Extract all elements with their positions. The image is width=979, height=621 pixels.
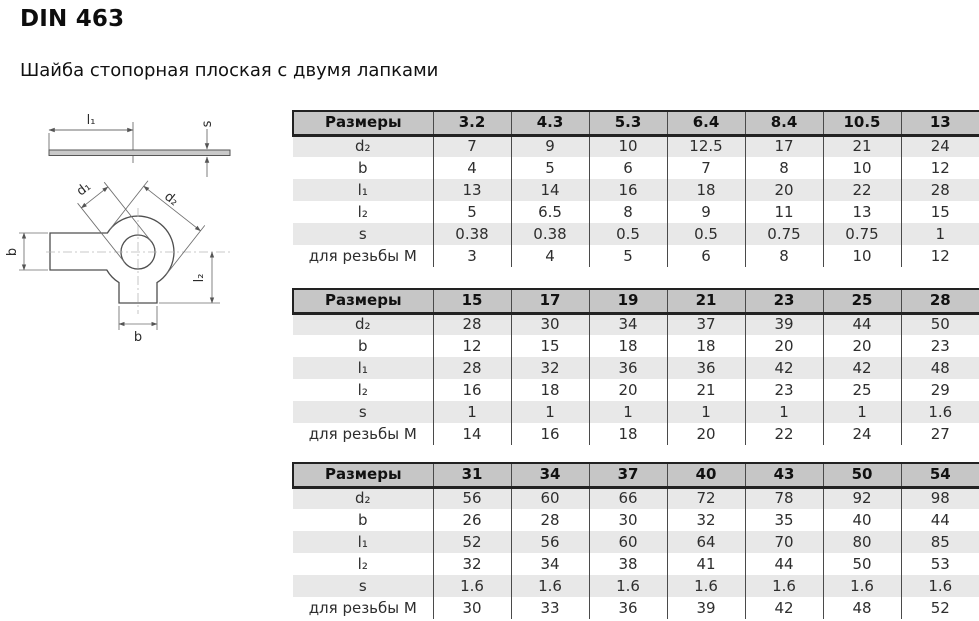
table-row [293,379,979,401]
table-row [293,575,979,597]
value-cell: 12.5 [667,135,745,157]
value-cell: 78 [745,487,823,509]
value-cell: 22 [823,179,901,201]
value-cell: 8 [745,157,823,179]
value-cell: 34 [589,313,667,335]
value-cell: 9 [511,135,589,157]
washer-outline [50,216,174,303]
size-header-cell: 54 [901,463,979,487]
value-cell: 32 [667,509,745,531]
row-label: b [293,509,433,531]
value-cell: 6 [667,245,745,267]
value-cell: 92 [823,487,901,509]
table-header-row [293,463,979,487]
value-cell: 14 [433,423,511,445]
value-cell: 28 [433,313,511,335]
value-cell: 44 [823,313,901,335]
value-cell: 26 [433,509,511,531]
value-cell: 12 [433,335,511,357]
row-label: l₂ [293,379,433,401]
table-row [293,245,979,267]
table-row [293,357,979,379]
value-cell: 27 [930,424,950,443]
row-label: для резьбы М [293,245,433,267]
value-cell: 1.6 [433,575,511,597]
value-cell: 29 [930,380,950,399]
table-row [293,553,979,575]
row-label: d₂ [293,135,433,157]
value-cell: 40 [823,509,901,531]
value-cell: 21 [823,135,901,157]
value-cell: 36 [589,357,667,379]
size-column-header: Размеры [293,289,433,313]
value-cell: 72 [667,487,745,509]
value-cell: 1.6 [745,575,823,597]
row-label: l₁ [293,531,433,553]
value-cell: 42 [745,357,823,379]
value-cell: 38 [589,553,667,575]
b-left-dimension [19,233,48,270]
value-cell: 41 [667,553,745,575]
value-cell: 1 [745,401,823,423]
value-cell: 24 [823,423,901,445]
value-cell: 1 [935,224,946,243]
value-cell: 60 [511,487,589,509]
value-cell: 50 [930,315,950,334]
value-cell: 10 [589,135,667,157]
value-cell: 30 [589,509,667,531]
table-header-row [293,289,979,313]
value-cell: 35 [745,509,823,531]
table-row [293,509,979,531]
value-cell: 1 [823,401,901,423]
value-cell: 39 [745,313,823,335]
row-label: s [293,401,433,423]
row-label: s [293,575,433,597]
table-row [293,423,979,445]
value-cell: 15 [511,335,589,357]
value-cell: 9 [667,201,745,223]
value-cell: 18 [589,335,667,357]
row-label: b [293,157,433,179]
size-header-cell: 40 [667,463,745,487]
size-column-header: Размеры [293,463,433,487]
value-cell: 23 [745,379,823,401]
size-header-cell: 6.4 [667,111,745,135]
top-view [19,181,230,330]
size-header-cell: 8.4 [745,111,823,135]
value-cell: 42 [823,357,901,379]
table-row [293,401,979,423]
value-cell: 16 [433,379,511,401]
value-cell: 56 [433,487,511,509]
value-cell: 28 [433,357,511,379]
table-row [293,531,979,553]
table-row [293,313,979,335]
row-label: s [293,223,433,245]
value-cell: 39 [667,597,745,619]
value-cell: 60 [589,531,667,553]
value-cell: 50 [823,553,901,575]
value-cell: 37 [667,313,745,335]
dimensions-table-2 [292,288,979,445]
value-cell: 5 [511,157,589,179]
table-row [293,223,979,245]
value-cell: 0.75 [745,223,823,245]
value-cell: 22 [745,423,823,445]
size-header-cell: 19 [589,289,667,313]
value-cell: 20 [667,423,745,445]
table-row [293,135,979,157]
value-cell: 12 [930,158,950,177]
size-header-cell: 13 [901,111,979,135]
table-header-row [293,111,979,135]
table-row [293,157,979,179]
row-label: l₂ [293,553,433,575]
size-header-cell: 4.3 [511,111,589,135]
value-cell: 20 [589,379,667,401]
value-cell: 1.6 [667,575,745,597]
row-label: d₂ [293,313,433,335]
value-cell: 1 [511,401,589,423]
dimensions-table-3 [292,462,979,619]
value-cell: 8 [589,201,667,223]
size-header-cell: 31 [433,463,511,487]
value-cell: 36 [667,357,745,379]
value-cell: 28 [930,180,950,199]
value-cell: 42 [745,597,823,619]
value-cell: 56 [511,531,589,553]
dim-label-b-bottom: b [133,330,143,345]
value-cell: 33 [511,597,589,619]
page-title: DIN 463 [20,6,125,32]
row-label: l₂ [293,201,433,223]
row-label: l₁ [293,179,433,201]
size-header-cell: 43 [745,463,823,487]
value-cell: 0.38 [511,223,589,245]
value-cell: 98 [930,489,950,508]
table-row [293,487,979,509]
value-cell: 52 [930,598,950,617]
b-bottom-dimension [119,306,157,330]
value-cell: 18 [667,179,745,201]
row-label: для резьбы М [293,597,433,619]
value-cell: 66 [589,487,667,509]
row-label: d₂ [293,487,433,509]
dim-label-l2: l₂ [192,273,207,283]
value-cell: 28 [511,509,589,531]
value-cell: 25 [823,379,901,401]
page-subtitle: Шайба стопорная плоская с двумя лапками [20,60,439,81]
size-header-cell: 17 [511,289,589,313]
row-label: l₁ [293,357,433,379]
table-row [293,179,979,201]
value-cell: 18 [667,335,745,357]
size-header-cell: 5.3 [589,111,667,135]
side-view [49,122,230,177]
size-header-cell: 37 [589,463,667,487]
value-cell: 1.6 [823,575,901,597]
value-cell: 80 [823,531,901,553]
value-cell: 5 [589,245,667,267]
value-cell: 1 [589,401,667,423]
value-cell: 16 [511,423,589,445]
value-cell: 64 [667,531,745,553]
value-cell: 7 [433,135,511,157]
table-row [293,201,979,223]
value-cell: 7 [667,157,745,179]
value-cell: 36 [589,597,667,619]
size-header-cell: 3.2 [433,111,511,135]
size-header-cell: 23 [745,289,823,313]
size-header-cell: 34 [511,463,589,487]
value-cell: 6.5 [511,201,589,223]
size-header-cell: 28 [901,289,979,313]
value-cell: 1 [667,401,745,423]
value-cell: 15 [930,202,950,221]
value-cell: 0.5 [667,223,745,245]
value-cell: 20 [745,179,823,201]
dim-label-s: s [200,120,215,128]
value-cell: 52 [433,531,511,553]
table-row [293,597,979,619]
row-label: b [293,335,433,357]
dim-label-l1: l₁ [86,113,96,128]
size-header-cell: 50 [823,463,901,487]
value-cell: 30 [433,597,511,619]
value-cell: 44 [930,510,950,529]
value-cell: 13 [433,179,511,201]
size-header-cell: 21 [667,289,745,313]
value-cell: 44 [745,553,823,575]
size-column-header: Размеры [293,111,433,135]
value-cell: 23 [930,336,950,355]
value-cell: 85 [930,532,950,551]
value-cell: 11 [745,201,823,223]
size-header-cell: 15 [433,289,511,313]
value-cell: 14 [511,179,589,201]
value-cell: 0.38 [433,223,511,245]
value-cell: 24 [930,137,950,156]
value-cell: 4 [433,157,511,179]
value-cell: 1.6 [511,575,589,597]
value-cell: 48 [823,597,901,619]
value-cell: 17 [745,135,823,157]
washer-drawing-svg [0,98,280,348]
value-cell: 21 [667,379,745,401]
value-cell: 70 [745,531,823,553]
value-cell: 6 [589,157,667,179]
value-cell: 18 [511,379,589,401]
value-cell: 10 [823,245,901,267]
dimensions-table-1 [292,110,979,267]
value-cell: 0.75 [823,223,901,245]
value-cell: 20 [745,335,823,357]
row-label: для резьбы М [293,423,433,445]
value-cell: 20 [823,335,901,357]
value-cell: 3 [433,245,511,267]
value-cell: 53 [930,554,950,573]
value-cell: 18 [589,423,667,445]
value-cell: 48 [930,358,950,377]
value-cell: 0.5 [589,223,667,245]
dim-label-b-left: b [5,247,20,257]
value-cell: 1.6 [928,402,953,421]
value-cell: 13 [823,201,901,223]
value-cell: 1.6 [589,575,667,597]
value-cell: 32 [511,357,589,379]
value-cell: 12 [930,246,950,265]
size-header-cell: 25 [823,289,901,313]
value-cell: 32 [433,553,511,575]
value-cell: 34 [511,553,589,575]
value-cell: 16 [589,179,667,201]
value-cell: 10 [823,157,901,179]
size-header-cell: 10.5 [823,111,901,135]
value-cell: 30 [511,313,589,335]
value-cell: 4 [511,245,589,267]
value-cell: 8 [745,245,823,267]
dim-label-d2: d₂ [161,189,182,210]
value-cell: 1 [433,401,511,423]
value-cell: 1.6 [928,576,953,595]
table-row [293,335,979,357]
value-cell: 5 [433,201,511,223]
technical-drawing [0,98,280,348]
dim-label-d1: d₁ [73,179,94,200]
